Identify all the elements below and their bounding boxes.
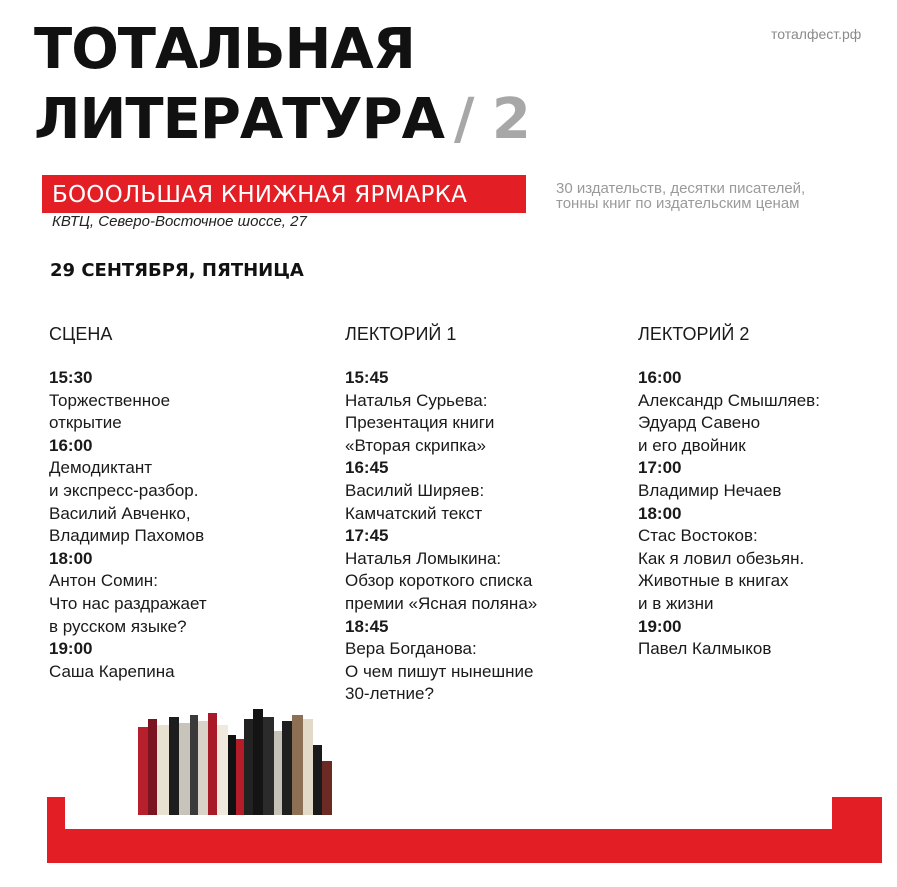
book-spine: [303, 719, 313, 815]
schedule-list: [49, 367, 329, 683]
schedule-time: 16:00: [49, 435, 93, 455]
schedule-text: Камчатский текст: [345, 503, 483, 523]
decorative-bar: [47, 797, 65, 831]
schedule-text: премии «Ясная поляна»: [345, 593, 538, 613]
book-spine: [322, 761, 332, 815]
fair-title: БОООЛЬШАЯ КНИЖНАЯ ЯРМАРКА: [52, 182, 468, 208]
book-spine: [198, 721, 208, 815]
schedule-text: Василий Ширяев:: [345, 480, 485, 500]
book-spine: [253, 709, 263, 815]
schedule-time: 15:45: [345, 368, 389, 387]
schedule-text: Павел Калмыков: [638, 639, 772, 659]
book-spine: [217, 725, 228, 815]
book-spine: [313, 745, 322, 815]
schedule-text: Антон Сомин:: [49, 571, 158, 591]
schedule-text: О чем пишут нынешние: [345, 661, 534, 681]
schedule-text: Наталья Ломыкина:: [345, 548, 502, 568]
schedule-list: [638, 367, 897, 661]
schedule-text: Эдуард Савено: [638, 413, 761, 433]
fair-description-line: тонны книг по издательским ценам: [556, 195, 800, 212]
schedule-text: Владимир Нечаев: [638, 480, 782, 500]
schedule-text: Стас Востоков:: [638, 526, 758, 546]
schedule-text: Животные в книгах: [638, 571, 789, 591]
fair-address: КВТЦ, Северо-Восточное шоссе, 27: [52, 213, 307, 230]
schedule-text: Саша Карепина: [49, 661, 175, 681]
column-heading: ЛЕКТОРИЙ 1: [345, 324, 457, 344]
schedule-text: Торжественное: [49, 390, 171, 410]
schedule-time: 19:00: [49, 639, 93, 659]
book-spine: [157, 725, 169, 815]
schedule-text: Презентация книги: [345, 413, 495, 433]
schedule-time: 17:00: [638, 458, 682, 478]
festival-title-line1: ТОТАЛЬНАЯ: [34, 17, 415, 82]
book-spine: [263, 717, 274, 815]
column-heading: ЛЕКТОРИЙ 2: [638, 324, 750, 344]
schedule-text: Что нас раздражает: [49, 593, 207, 613]
book-spine: [228, 735, 236, 815]
schedule-column-lecture-2: [638, 322, 897, 661]
schedule-text: «Вторая скрипка»: [345, 435, 486, 455]
book-spine: [138, 727, 148, 815]
schedule-list: [345, 367, 625, 706]
book-spine: [190, 715, 198, 815]
book-spine: [292, 715, 303, 815]
schedule-time: 15:30: [49, 368, 93, 387]
books-illustration: [136, 705, 336, 815]
festival-title-word: ЛИТЕРАТУРА: [34, 87, 444, 152]
schedule-text: 30-летние?: [345, 684, 434, 704]
schedule-time: 18:00: [638, 503, 682, 523]
fair-description-line: 30 издательств, десятки писателей,: [556, 180, 806, 197]
schedule-time: 19:00: [638, 616, 682, 636]
schedule-text: Как я ловил обезьян.: [638, 548, 805, 568]
event-date: 29 СЕНТЯБРЯ, ПЯТНИЦА: [50, 260, 304, 281]
schedule-text: и его двойник: [638, 435, 746, 455]
schedule-column-stage: [49, 322, 329, 683]
fair-description: [556, 181, 805, 211]
edition-number: / 2: [453, 87, 530, 152]
festival-title-line2: [34, 87, 530, 152]
bottom-red-bar: [47, 829, 882, 863]
schedule-time: 16:45: [345, 458, 389, 478]
site-url[interactable]: тоталфест.рф: [771, 26, 862, 42]
schedule-text: и экспресс-разбор.: [49, 480, 199, 500]
schedule-time: 17:45: [345, 526, 389, 546]
book-spine: [244, 719, 253, 815]
schedule-column-lecture-1: [345, 322, 625, 706]
schedule-time: 16:00: [638, 368, 682, 387]
schedule-time: 18:00: [49, 548, 93, 568]
schedule-text: Василий Авченко,: [49, 503, 191, 523]
schedule-text: в русском языке?: [49, 616, 187, 636]
book-spine: [236, 739, 244, 815]
schedule-text: Вера Богданова:: [345, 639, 477, 659]
schedule-time: 18:45: [345, 616, 389, 636]
book-spine: [274, 731, 282, 815]
schedule-text: открытие: [49, 413, 122, 433]
decorative-bar: [832, 797, 882, 831]
schedule-text: Обзор короткого списка: [345, 571, 533, 591]
column-heading: СЦЕНА: [49, 324, 113, 344]
book-spine: [148, 719, 157, 815]
schedule-text: Владимир Пахомов: [49, 526, 205, 546]
book-spine: [179, 723, 190, 815]
schedule-text: Александр Смышляев:: [638, 390, 820, 410]
schedule-text: Демодиктант: [49, 458, 153, 478]
book-spine: [282, 721, 292, 815]
schedule-text: и в жизни: [638, 593, 714, 613]
book-spine: [169, 717, 179, 815]
book-spine: [208, 713, 217, 815]
schedule-text: Наталья Сурьева:: [345, 390, 488, 410]
